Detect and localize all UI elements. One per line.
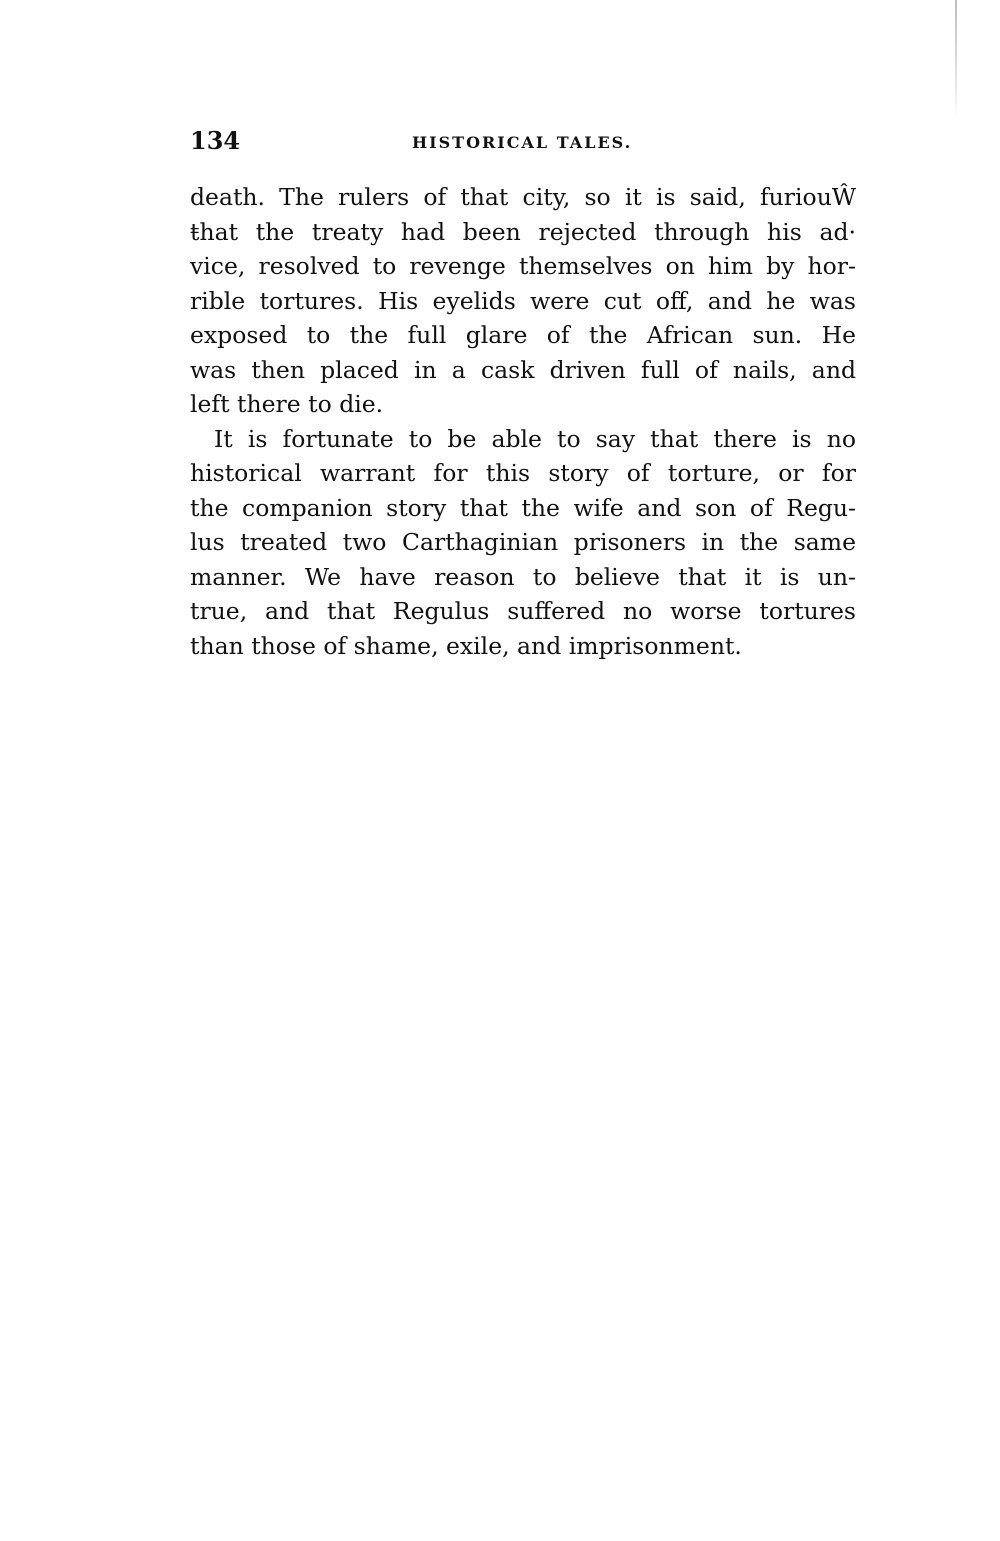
text-line: the companion story that the wife and son of Regu- [190, 493, 856, 522]
text-line: It is fortunate to be able to say that there is no [214, 424, 856, 453]
body-text [190, 180, 856, 663]
text-line: manner. We have reason to believe that it is un- [190, 562, 856, 591]
text-line: rible tortures. His eyelids were cut off, and he was [190, 286, 856, 315]
text-line: exposed to the full glare of the African sun. He [190, 321, 856, 349]
text-line: death. The rulers of that city, so it is said, furiouŴ [190, 183, 856, 211]
text-line: historical warrant for this story of torture, or for [190, 459, 856, 487]
page-edge-shadow [955, 0, 957, 120]
text-line: vice, resolved to revenge themselves on him by hor- [190, 252, 856, 280]
text-line: left there to die. [190, 390, 384, 418]
text-line: than those of shame, exile, and imprisonment. [190, 631, 742, 660]
text-line: ŧhat the treaty had been rejected through his ad· [190, 217, 856, 246]
page-header [190, 126, 856, 160]
text-line: lus treated two Carthaginian prisoners in the same [190, 528, 856, 556]
paragraph-1 [190, 180, 856, 422]
page-number: 134 [190, 126, 241, 155]
text-line: was then placed in a cask driven full of nails, and [190, 355, 856, 384]
text-line: true, and that Regulus suffered no worse tortures [190, 597, 856, 625]
paragraph-2 [190, 422, 856, 664]
running-head: HISTORICAL TALES. [412, 133, 633, 152]
